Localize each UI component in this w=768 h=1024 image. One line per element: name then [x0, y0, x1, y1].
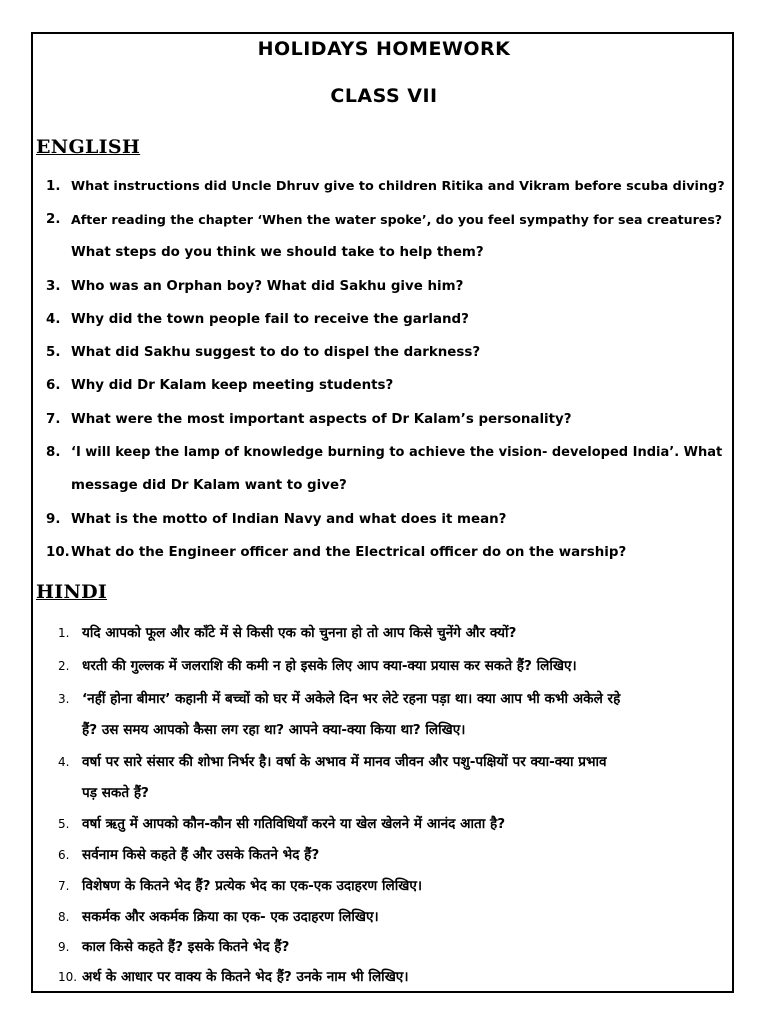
hindi-item-number: 9.: [58, 940, 70, 954]
english-item-number: 2.: [46, 212, 61, 227]
english-question: What instructions did Uncle Dhruv give to children Ritika and Vikram before scuba diving?: [71, 179, 725, 194]
hindi-question: ‘नहीं होना बीमार’ कहानी में बच्चों को घर में अकेले दिन भर लेटे रहना पड़ा था। क्या आप भी कभी अकेले रहे: [82, 691, 621, 707]
english-question-continued: What steps do you think we should take to help them?: [71, 245, 484, 260]
english-question: Why did Dr Kalam keep meeting students?: [71, 378, 394, 393]
class-label: CLASS VII: [330, 85, 438, 107]
hindi-question-continued: हैं? उस समय आपको कैसा लग रहा था? आपने क्या-क्या किया था? लिखिए।: [82, 722, 466, 738]
hindi-item-number: 6.: [58, 848, 70, 862]
hindi-question: सर्वनाम किसे कहते हैं और उसके कितने भेद हैं?: [82, 847, 320, 863]
english-item-number: 8.: [46, 445, 61, 460]
hindi-item-number: 5.: [58, 817, 70, 831]
section-heading-english: ENGLISH: [36, 136, 141, 158]
hindi-item-number: 8.: [58, 910, 70, 924]
english-question: After reading the chapter ‘When the water spoke’, do you feel sympathy for sea creatures?: [71, 212, 723, 227]
hindi-item-number: 2.: [58, 659, 70, 673]
english-item-number: 9.: [46, 512, 61, 527]
hindi-question: अर्थ के आधार पर वाक्य के कितने भेद हैं? उनके नाम भी लिखिए।: [82, 969, 409, 985]
english-question: Why did the town people fail to receive the garland?: [71, 312, 469, 327]
english-question: ‘I will keep the lamp of knowledge burning to achieve the vision- developed India’. What: [71, 445, 723, 460]
english-item-number: 10.: [46, 545, 70, 560]
english-item-number: 3.: [46, 279, 61, 294]
section-heading-hindi: HINDI: [36, 581, 108, 603]
english-item-number: 4.: [46, 312, 61, 327]
hindi-item-number: 1.: [58, 626, 70, 640]
hindi-item-number: 4.: [58, 755, 70, 769]
hindi-item-number: 3.: [58, 692, 70, 706]
hindi-question: धरती की गुल्लक में जलराशि की कमी न हो इसके लिए आप क्या-क्या प्रयास कर सकते हैं? लिखिए।: [82, 658, 577, 674]
english-item-number: 5.: [46, 345, 61, 360]
english-question: Who was an Orphan boy? What did Sakhu give him?: [71, 279, 464, 294]
hindi-question: वर्षा ऋतु में आपको कौन-कौन सी गतिविधियाँ करने या खेल खेलने में आनंद आता है?: [82, 816, 506, 832]
hindi-question: वर्षा पर सारे संसार की शोभा निर्भर है। वर्षा के अभाव में मानव जीवन और पशु-पक्षियों पर क्या-क्या प्रभाव: [82, 754, 607, 770]
hindi-question: काल किसे कहते हैं? इसके कितने भेद हैं?: [82, 939, 290, 955]
hindi-question-continued: पड़ सकते हैं?: [82, 785, 149, 801]
english-question: What is the motto of Indian Navy and what does it mean?: [71, 512, 507, 527]
hindi-item-number: 10.: [58, 970, 78, 984]
english-item-number: 1.: [46, 179, 61, 194]
english-item-number: 6.: [46, 378, 61, 393]
english-question: What do the Engineer officer and the Electrical officer do on the warship?: [71, 545, 627, 560]
hindi-question: सकर्मक और अकर्मक क्रिया का एक- एक उदाहरण लिखिए।: [82, 909, 379, 925]
english-question: What did Sakhu suggest to do to dispel the darkness?: [71, 345, 481, 360]
page-title: HOLIDAYS HOMEWORK: [257, 38, 511, 60]
english-question: What were the most important aspects of Dr Kalam’s personality?: [71, 412, 572, 427]
hindi-item-number: 7.: [58, 879, 70, 893]
english-item-number: 7.: [46, 412, 61, 427]
hindi-question: विशेषण के कितने भेद हैं? प्रत्येक भेद का एक-एक उदाहरण लिखिए।: [82, 878, 423, 894]
hindi-question: यदि आपको फूल और काँटे में से किसी एक को चुनना हो तो आप किसे चुनेंगे और क्यों?: [82, 625, 517, 641]
english-question-continued: message did Dr Kalam want to give?: [71, 478, 347, 493]
